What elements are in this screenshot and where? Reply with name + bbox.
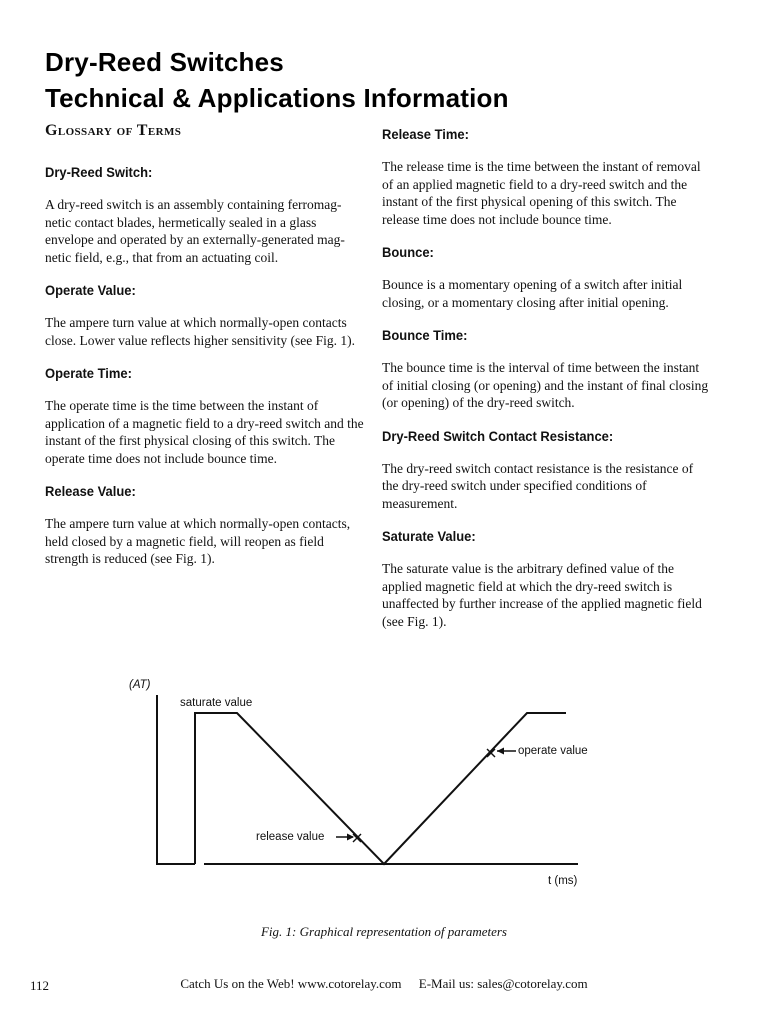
field-curve	[195, 713, 566, 864]
definition-release-value: The ampere turn value at which normally-open contacts, held closed by a magnetic field, will reopen as field strength is reduced (see Fig. 1).	[45, 516, 351, 566]
definition-dry-reed-switch: A dry-reed switch is an assembly containing ferromag-netic contact blades, hermetically sealed in a glass envelope and operated by an externally-generated mag-netic field, e.g., that from an actuating coil.	[45, 197, 345, 265]
definition-operate-value: The ampere turn value at which normally-open contacts close. Lower value reflects higher sensitivity (see Fig. 1).	[45, 315, 356, 348]
term-operate-time: Operate Time:	[45, 366, 132, 381]
operate-value-label: operate value	[518, 745, 588, 757]
term-release-time: Release Time:	[382, 127, 469, 142]
parameter-diagram	[120, 668, 600, 898]
definition-contact-resistance: The dry-reed switch contact resistance is the resistance of the dry-reed switch under specified conditions of measurement.	[382, 460, 694, 511]
title-line-1: Dry-Reed Switches	[45, 47, 284, 77]
footer	[0, 976, 768, 992]
definition-release-time: The release time is the time between the instant of removal of an applied magnetic field to a dry-reed switch and the instant of the first physical opening of this switch. The release time does not include bounce time.	[382, 159, 701, 227]
footer-web-link[interactable]: Catch Us on the Web! www.cotorelay.com	[180, 976, 402, 991]
title-line-2: Technical & Applications Information	[45, 83, 509, 113]
left-column	[45, 122, 367, 584]
term-bounce: Bounce:	[382, 245, 434, 260]
x-axis-label: t (ms)	[548, 875, 578, 887]
term-contact-resistance: Dry-Reed Switch Contact Resistance:	[382, 428, 614, 444]
figure-caption: Fig. 1: Graphical representation of parameters	[260, 924, 507, 939]
term-release-value: Release Value:	[45, 484, 136, 499]
page-number: 112	[30, 978, 50, 993]
definition-bounce-time: The bounce time is the interval of time between the instant of initial closing (or opening) and the instant of final closing (or opening) of the dry-reed switch.	[382, 360, 709, 410]
y-axis-label: (AT)	[129, 679, 151, 691]
term-dry-reed-switch: Dry-Reed Switch:	[45, 165, 153, 180]
release-value-label: release value	[256, 831, 325, 843]
footer-email-link[interactable]: E-Mail us: sales@cotorelay.com	[418, 976, 588, 991]
definition-operate-time: The operate time is the time between the instant of application of a magnetic field to a dry-reed switch and the instant of the first physical closing of this switch. The operate time does not include bounce time.	[45, 398, 364, 466]
term-bounce-time: Bounce Time:	[382, 328, 468, 343]
right-column	[382, 122, 712, 646]
page-title	[45, 44, 509, 116]
term-saturate-value: Saturate Value:	[382, 529, 476, 544]
glossary-heading: Glossary of Terms	[45, 122, 182, 139]
saturate-value-label: saturate value	[180, 697, 253, 709]
definition-bounce: Bounce is a momentary opening of a switch after initial closing, or a momentary closing after initial opening.	[382, 277, 683, 310]
term-operate-value: Operate Value:	[45, 283, 136, 298]
definition-saturate-value: The saturate value is the arbitrary defined value of the applied magnetic field at which the dry-reed switch is unaffected by further increase of the applied magnetic field (see Fig. 1).	[382, 561, 702, 629]
